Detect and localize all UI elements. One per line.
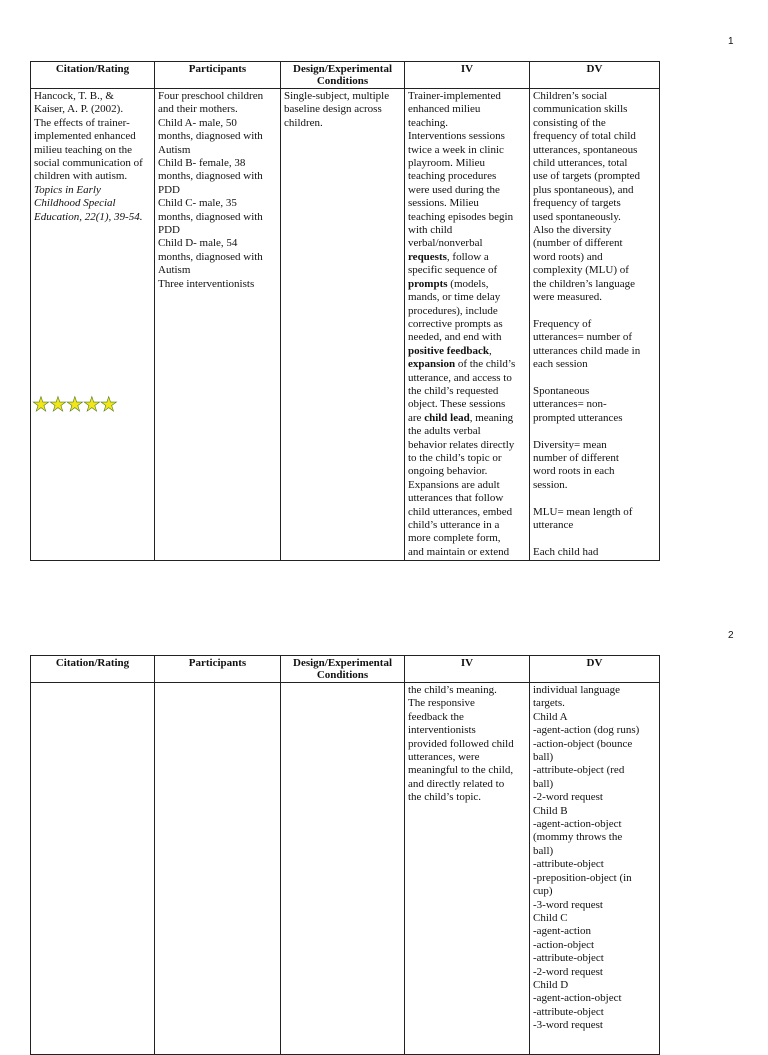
cell-line: PDD [158,224,181,237]
cell-line: Childhood Special [34,197,116,210]
cell-line: complexity (MLU) of [533,264,629,277]
header-iv: IV [405,656,530,683]
header-citation-rating: Citation/Rating [31,656,155,683]
cell-line: expansion of the child’s [408,358,516,371]
cell-line: utterances, were [408,751,480,764]
star-rating [32,396,117,414]
header-participants: Participants [155,656,281,683]
cell-line: requests, follow a [408,250,489,263]
cell-line: -2-word request [533,965,603,978]
cell-line: positive feedback, [408,344,492,357]
cell-line: Frequency of [533,317,592,330]
cell-line: ball) [533,751,554,764]
cell-line: session. [533,478,568,491]
cell-line: Three interventionists [158,277,255,290]
cell-line: Kaiser, A. P. (2002). [34,103,124,116]
cell-line: procedures), include [408,304,498,317]
cell-line: (mommy throws the [533,831,623,844]
page-number: 2 [728,630,734,641]
cell-line: utterances child made in [533,344,641,357]
cell-line: prompted utterances [533,411,623,424]
table-header-row [31,656,660,683]
cell-line: feedback the [408,710,464,723]
cell-line: utterances= number of [533,331,633,344]
cell-line: utterance [533,518,574,531]
cell-line: number of different [533,451,619,464]
cell-line: -agent-action-object [533,818,622,831]
page-number: 1 [728,36,734,47]
header-design: Design/Experimental Conditions [281,62,405,89]
cell-line: The responsive [408,697,475,710]
cell-line: Child A- male, 50 [158,116,237,129]
cell-line: -action-object (bounce [533,737,633,750]
cell-line: and directly related to [408,777,505,790]
cell-line: the children’s language [533,277,636,290]
citation-cell [31,89,155,561]
cell-line: specific sequence of [408,264,498,277]
cell-line [533,305,656,318]
cell-line: provided followed child [408,737,514,750]
cell-line: children. [284,116,323,129]
cell-line: mands, or time delay [408,291,501,304]
header-citation-rating: Citation/Rating [31,62,155,89]
cell-line: -preposition-object (in [533,871,632,884]
cell-line: -attribute-object [533,858,604,871]
cell-line: social communication of [34,157,143,170]
evidence-table-page-2 [30,655,660,1055]
participants-cell [155,683,281,1055]
cell-line: the adults verbal [408,425,481,438]
citation-cell [31,683,155,1055]
cell-line: playroom. Milieu [408,157,485,170]
cell-line: -action-object [533,938,595,951]
cell-line: corrective prompts as [408,317,503,330]
cell-line: were measured. [533,291,603,304]
cell-line: Trainer-implemented [408,90,501,102]
evidence-table-page-1 [30,61,660,561]
cell-line: prompts (models, [408,277,489,290]
cell-line: -attribute-object (red [533,764,625,777]
cell-line: to the child’s topic or [408,451,502,464]
dv-cell [530,683,660,1055]
cell-line: frequency of targets [533,197,621,210]
cell-line: children with autism. [34,170,128,183]
cell-line: use of targets (prompted [533,170,641,183]
cell-line: word roots in each [533,465,615,478]
header-participants: Participants [155,62,281,89]
iv-cell [405,683,530,1055]
cell-line: Diversity= mean [533,438,607,451]
cell-line: utterances, spontaneous [533,143,638,156]
cell-line: months, diagnosed with [158,130,263,143]
header-dv: DV [530,62,660,89]
cell-line: Spontaneous [533,384,590,397]
cell-line: were used during the [408,183,500,196]
star-icon: ★ [82,394,100,416]
cell-line: Single-subject, multiple [284,90,390,102]
cell-line: needed, and end with [408,331,502,344]
cell-line: Autism [158,264,191,277]
cell-line: the child’s meaning. [408,684,497,696]
cell-line: months, diagnosed with [158,250,263,263]
cell-line: the child’s topic. [408,791,482,804]
cell-line: Expansions are adult [408,478,500,491]
cell-line: Also the diversity [533,224,612,237]
cell-line: -3-word request [533,1019,603,1032]
cell-line: Each child had [533,545,599,558]
cell-line: twice a week in clinic [408,143,504,156]
cell-line: individual language [533,684,621,696]
cell-line: Child C [533,911,568,924]
star-icon: ★ [99,394,117,416]
cell-line [533,492,656,505]
cell-line: each session [533,358,588,371]
cell-line: object. These sessions [408,398,506,411]
cell-line: -3-word request [533,898,603,911]
cell-line: utterances= non- [533,398,607,411]
iv-cell [405,89,530,561]
cell-line: teaching procedures [408,170,497,183]
cell-line: -agent-action [533,925,592,938]
cell-line: teaching episodes begin [408,210,514,223]
table-header-row [31,62,660,89]
cell-line: and maintain or extend [408,545,510,558]
cell-line: Topics in Early [34,183,101,196]
dv-cell [530,89,660,561]
cell-line: cup) [533,885,553,898]
cell-line: plus spontaneous), and [533,183,634,196]
cell-line: sessions. Milieu [408,197,479,210]
cell-line: ongoing behavior. [408,465,488,478]
table-row [31,89,660,561]
cell-line: targets. [533,697,565,710]
cell-line: and their mothers. [158,103,238,116]
cell-line: Child A [533,710,568,723]
cell-line: The effects of trainer- [34,116,130,129]
cell-line: months, diagnosed with [158,170,263,183]
cell-line [533,372,656,385]
header-design: Design/Experimental Conditions [281,656,405,683]
cell-line: -attribute-object [533,952,604,965]
design-cell [281,89,405,561]
cell-line: Autism [158,143,191,156]
cell-line: verbal/nonverbal [408,237,483,250]
cell-line: with child [408,224,453,237]
table-row [31,683,660,1055]
star-icon: ★ [48,394,66,416]
cell-line: more complete form, [408,532,501,545]
cell-line: child utterances, total [533,157,628,170]
cell-line: meaningful to the child, [408,764,514,777]
cell-line: milieu teaching on the [34,143,133,156]
cell-line: behavior relates directly [408,438,515,451]
cell-line: Interventions sessions [408,130,505,143]
header-dv: DV [530,656,660,683]
cell-line: ball) [533,844,554,857]
cell-line: -attribute-object [533,1005,604,1018]
cell-line: ball) [533,777,554,790]
cell-line: the child’s requested [408,384,499,397]
cell-line: interventionists [408,724,476,737]
cell-line [533,532,656,545]
participants-cell [155,89,281,561]
cell-line: utterance, and access to [408,371,512,384]
cell-line: months, diagnosed with [158,210,263,223]
cell-line: Child B- female, 38 [158,157,246,170]
cell-line: word roots) and [533,250,603,263]
cell-line: baseline design across [284,103,382,116]
cell-line: Child D- male, 54 [158,237,238,250]
cell-line: child’s utterance in a [408,519,500,531]
cell-line: Child D [533,978,569,991]
cell-line: (number of different [533,237,623,250]
cell-line: frequency of total child [533,130,636,143]
header-iv: IV [405,62,530,89]
cell-line: teaching. [408,116,449,129]
cell-line: utterances that follow [408,492,504,505]
cell-line: -agent-action-object [533,992,622,1005]
cell-line: enhanced milieu [408,103,481,116]
cell-line: consisting of the [533,116,606,129]
cell-line: -agent-action (dog runs) [533,724,640,737]
cell-line: implemented enhanced [34,130,136,143]
cell-line: -2-word request [533,791,603,804]
cell-line: PDD [158,183,181,196]
cell-line: Hancock, T. B., & [34,90,114,102]
cell-line: MLU= mean length of [533,505,633,518]
cell-line: child utterances, embed [408,505,513,518]
cell-line: are child lead, meaning [408,411,514,424]
star-icon: ★ [65,394,83,416]
cell-line: communication skills [533,103,628,116]
cell-line: Children’s social [533,90,608,102]
cell-line: Child C- male, 35 [158,197,237,210]
cell-line: Education, 22(1), 39-54. [34,210,143,223]
star-icon: ★ [32,394,49,416]
cell-line: Four preschool children [158,90,264,102]
cell-line: used spontaneously. [533,210,621,223]
cell-line [533,425,656,438]
cell-line: Child B [533,804,568,817]
design-cell [281,683,405,1055]
